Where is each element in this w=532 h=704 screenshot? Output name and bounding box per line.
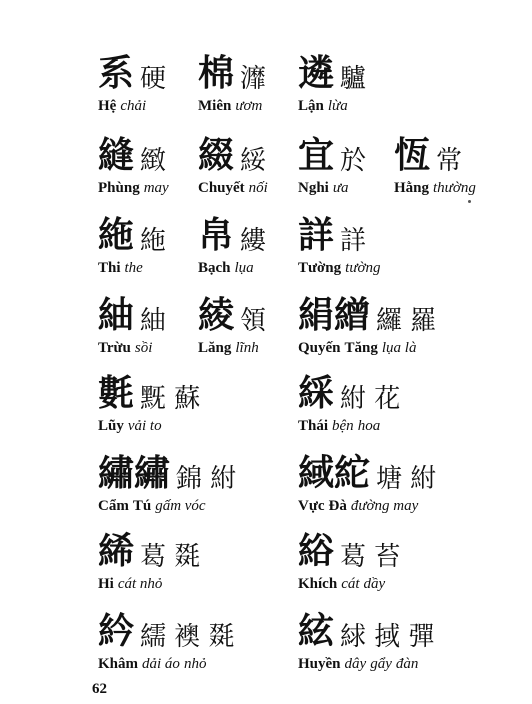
secondary-characters: 絿 掝 彈 — [340, 622, 435, 652]
meaning-text: thường — [433, 180, 476, 196]
main-character: 繡繡 — [98, 453, 171, 494]
chinese-characters — [298, 370, 400, 412]
reading-text: Hằng — [394, 180, 430, 196]
chinese-characters — [98, 608, 235, 650]
reading-text: Lũy — [98, 418, 124, 434]
secondary-characters: 驢 — [340, 64, 367, 94]
vietnamese-gloss — [198, 260, 266, 277]
reading-text: Hệ — [98, 98, 117, 114]
meaning-text: cát nhỏ — [117, 576, 163, 592]
chinese-characters — [98, 50, 166, 92]
chinese-characters — [98, 370, 200, 412]
dictionary-entry — [198, 132, 268, 197]
main-character: 絹繒 — [298, 295, 371, 336]
main-character: 絁 — [98, 215, 135, 256]
chinese-characters — [198, 132, 268, 174]
meaning-text: nhỏ — [183, 656, 207, 672]
chinese-characters — [298, 528, 400, 570]
dictionary-entry — [198, 50, 266, 115]
vietnamese-gloss — [98, 576, 200, 593]
reading-text: Tăng — [344, 340, 378, 356]
chinese-characters — [198, 50, 266, 92]
meaning-text: tường — [345, 260, 381, 276]
meaning-text: lĩnh — [235, 340, 259, 356]
secondary-characters: 錦 紨 — [176, 464, 237, 494]
dictionary-entry — [198, 212, 266, 277]
chinese-characters — [394, 132, 476, 174]
main-character: 綌 — [298, 531, 335, 572]
main-character: 紟 — [98, 611, 135, 652]
secondary-characters: 縷 — [240, 226, 267, 256]
vietnamese-gloss — [298, 180, 366, 197]
dictionary-entry — [98, 528, 200, 593]
main-character: 緎紽 — [298, 453, 371, 494]
main-character: 紬 — [98, 295, 135, 336]
dictionary-entry — [98, 292, 166, 357]
dictionary-entry — [298, 450, 436, 515]
vietnamese-gloss — [298, 340, 436, 357]
vietnamese-gloss — [98, 260, 166, 277]
meaning-text: lụa — [234, 260, 254, 276]
secondary-characters: 灖 — [240, 64, 267, 94]
chinese-characters — [298, 292, 436, 334]
reading-text: Hi — [98, 576, 114, 592]
secondary-characters: 領 — [240, 306, 267, 336]
main-character: 綵 — [298, 373, 335, 414]
secondary-characters: 葛 毲 — [140, 542, 201, 572]
chinese-characters — [298, 132, 366, 174]
vietnamese-gloss — [298, 260, 381, 277]
main-character: 恆 — [394, 135, 431, 176]
meaning-text: dầy — [363, 576, 386, 592]
reading-text: Tường — [298, 260, 342, 276]
vietnamese-gloss — [298, 576, 400, 593]
reading-text: Thái — [298, 418, 329, 434]
vietnamese-gloss — [98, 180, 169, 197]
chinese-characters — [298, 50, 366, 92]
vietnamese-gloss — [198, 180, 268, 197]
page-number: 62 — [92, 681, 107, 697]
secondary-characters: 繻 襖 毲 — [140, 622, 235, 652]
secondary-characters: 於 — [340, 146, 367, 176]
secondary-characters: 綏 — [240, 146, 267, 176]
dictionary-entry — [298, 292, 436, 357]
chinese-characters — [298, 212, 381, 254]
reading-text: Quyến — [298, 340, 341, 356]
secondary-characters: 硬 — [140, 64, 167, 94]
reading-text: Phùng — [98, 180, 140, 196]
chinese-characters — [98, 292, 166, 334]
reading-text: Lăng — [198, 340, 232, 356]
main-character: 遴 — [298, 53, 335, 94]
reading-text: Miên — [198, 98, 232, 114]
reading-text: Nghi — [298, 180, 329, 196]
meaning-text: gẩy — [370, 656, 392, 672]
vietnamese-gloss — [98, 656, 235, 673]
meaning-text: lụa là — [381, 340, 417, 356]
reading-text: Khâm — [98, 656, 139, 672]
chinese-characters — [198, 292, 266, 334]
secondary-characters: 塘 紨 — [376, 464, 437, 494]
dictionary-entry — [298, 50, 366, 115]
secondary-characters: 纙 羅 — [376, 306, 437, 336]
vietnamese-gloss — [98, 98, 166, 115]
meaning-text: dải áo — [142, 656, 180, 672]
meaning-text: lừa — [327, 98, 348, 114]
dictionary-entry — [98, 370, 200, 435]
chinese-characters — [98, 450, 236, 492]
dictionary-entry — [298, 212, 381, 277]
main-character: 綾 — [198, 295, 235, 336]
dictionary-entry — [98, 450, 236, 515]
vietnamese-gloss — [98, 340, 166, 357]
meaning-text: vải to — [127, 418, 162, 434]
secondary-characters: 絁 — [140, 226, 167, 256]
main-character: 縫 — [98, 135, 135, 176]
chinese-characters — [98, 132, 169, 174]
main-character: 宜 — [298, 135, 335, 176]
dictionary-entry — [298, 132, 366, 197]
meaning-text: đường may — [350, 498, 419, 514]
main-character: 帛 — [198, 215, 235, 256]
meaning-text: gấm vóc — [155, 498, 206, 514]
dictionary-entry — [198, 292, 266, 357]
dictionary-entry — [98, 212, 166, 277]
dictionary-entry — [98, 132, 169, 197]
dictionary-entry — [298, 370, 400, 435]
vietnamese-gloss — [98, 418, 200, 435]
meaning-text: nối — [248, 180, 268, 196]
chinese-characters — [98, 212, 166, 254]
reading-text: Đà — [328, 498, 347, 514]
dictionary-entry — [98, 608, 235, 673]
dictionary-entry — [298, 528, 400, 593]
reading-text: Tú — [132, 498, 152, 514]
meaning-text: chải — [120, 98, 147, 114]
reading-text: Lận — [298, 98, 324, 114]
reading-text: Thi — [98, 260, 121, 276]
meaning-text: ươm — [235, 98, 263, 114]
meaning-text: the — [124, 260, 143, 276]
meaning-text: dây — [344, 656, 367, 672]
reading-text: Cẩm — [98, 498, 129, 514]
main-character: 氀 — [98, 373, 135, 414]
meaning-text: bện — [332, 418, 354, 434]
reading-text: Vực — [298, 498, 325, 514]
vietnamese-gloss — [298, 98, 366, 115]
vietnamese-gloss — [394, 180, 476, 197]
meaning-text: cát — [341, 576, 360, 592]
reading-text: Huyền — [298, 656, 341, 672]
secondary-characters: 常 — [436, 146, 463, 176]
main-character: 絃 — [298, 611, 335, 652]
vietnamese-gloss — [298, 498, 436, 515]
dictionary-entry — [394, 132, 476, 197]
meaning-text: hoa — [357, 418, 381, 434]
vietnamese-gloss — [298, 418, 400, 435]
reading-text: Trừu — [98, 340, 131, 356]
secondary-characters: 葛 苔 — [340, 542, 401, 572]
reading-text: Bạch — [198, 260, 231, 276]
chinese-characters — [298, 608, 435, 650]
dictionary-entry — [298, 608, 435, 673]
chinese-characters — [98, 528, 200, 570]
reading-text: Chuyết — [198, 180, 245, 196]
chinese-characters — [198, 212, 266, 254]
main-character: 絺 — [98, 531, 135, 572]
vietnamese-gloss — [198, 340, 266, 357]
secondary-characters: 紨 花 — [340, 384, 401, 414]
main-character: 綴 — [198, 135, 235, 176]
meaning-text: ưa — [332, 180, 349, 196]
vietnamese-gloss — [198, 98, 266, 115]
main-character: 棉 — [198, 53, 235, 94]
vietnamese-gloss — [98, 498, 236, 515]
chinese-characters — [298, 450, 436, 492]
meaning-text: đàn — [395, 656, 419, 672]
main-character: 系 — [98, 53, 135, 94]
reading-text: Khích — [298, 576, 338, 592]
main-character: 詳 — [298, 215, 335, 256]
meaning-text: may — [143, 180, 169, 196]
secondary-characters: 黖 蘇 — [140, 384, 201, 414]
secondary-characters: 紬 — [140, 306, 167, 336]
meaning-text: sồi — [134, 340, 153, 356]
secondary-characters: 詳 — [340, 226, 367, 256]
secondary-characters: 緻 — [140, 146, 167, 176]
dictionary-entry — [98, 50, 166, 115]
vietnamese-gloss — [298, 656, 435, 673]
print-speck — [468, 200, 471, 203]
